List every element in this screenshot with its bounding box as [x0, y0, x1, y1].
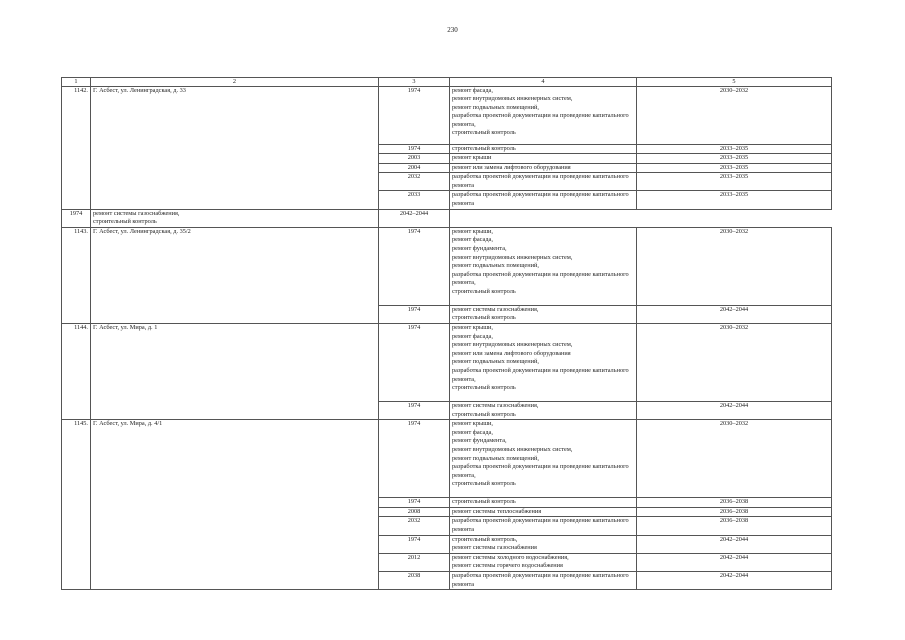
commissioning-year: 1974 [379, 402, 450, 420]
table-row [62, 420, 832, 498]
commissioning-year: 2003 [379, 154, 450, 164]
commissioning-year: 1974 [379, 498, 450, 508]
commissioning-year: 2032 [379, 173, 450, 191]
commissioning-year: 2038 [379, 571, 450, 589]
repair-works: строительный контроль [450, 498, 637, 508]
commissioning-year: 1974 [379, 144, 450, 154]
planned-period: 2030–2032 [637, 227, 832, 305]
repair-works: ремонт системы теплоснабжения [450, 507, 637, 517]
column-header-2: 2 [91, 78, 379, 87]
planned-period: 2033–2035 [637, 191, 832, 209]
commissioning-year: 2004 [379, 163, 450, 173]
planned-period: 2042–2044 [637, 535, 832, 553]
column-header-4: 4 [450, 78, 637, 87]
repair-works: строительный контроль, ремонт системы газоснабжения [450, 535, 637, 553]
column-number-row [62, 78, 832, 87]
commissioning-year: 1974 [379, 227, 450, 305]
table-row [62, 209, 832, 227]
planned-period: 2033–2035 [637, 144, 832, 154]
page-number: 230 [447, 26, 458, 34]
column-header-3: 3 [379, 78, 450, 87]
table-row [62, 86, 832, 144]
row-number: 1143. [62, 227, 91, 323]
repair-works: разработка проектной документации на проведение капитального ремонта [450, 191, 637, 209]
repair-works: ремонт системы газоснабжения, строительный контроль [91, 209, 379, 227]
commissioning-year: 1974 [379, 305, 450, 323]
planned-period: 2042–2044 [637, 571, 832, 589]
repair-works: разработка проектной документации на проведение капитального ремонта [450, 173, 637, 191]
building-address: Г. Асбест, ул. Мира, д. 1 [91, 324, 379, 420]
repair-works: ремонт системы газоснабжения, строительный контроль [450, 402, 637, 420]
planned-period: 2042–2044 [637, 553, 832, 571]
column-header-5: 5 [637, 78, 832, 87]
repair-works: ремонт крыши, ремонт фасада, ремонт фундамента, ремонт внутридомовых инженерных систем, ремонт подвальных помещений, разработка проектной документации на проведение капитального ремонта, строительный контроль [450, 420, 637, 498]
planned-period: 2033–2035 [637, 173, 832, 191]
planned-period: 2030–2032 [637, 324, 832, 402]
repair-works: ремонт или замена лифтового оборудования [450, 163, 637, 173]
commissioning-year: 2008 [379, 507, 450, 517]
row-number: 1145. [62, 420, 91, 590]
planned-period: 2036–2038 [637, 507, 832, 517]
commissioning-year: 1974 [379, 86, 450, 144]
commissioning-year: 2012 [379, 553, 450, 571]
repair-works: строительный контроль [450, 144, 637, 154]
repair-works: разработка проектной документации на проведение капитального ремонта [450, 517, 637, 535]
table-row [62, 324, 832, 402]
building-address: Г. Асбест, ул. Ленинградская, д. 35/2 [91, 227, 379, 323]
row-number: 1142. [62, 86, 91, 209]
building-address: Г. Асбест, ул. Мира, д. 4/1 [91, 420, 379, 590]
planned-period: 2036–2038 [637, 498, 832, 508]
planned-period: 2033–2035 [637, 154, 832, 164]
commissioning-year: 1974 [62, 209, 91, 227]
planned-period: 2042–2044 [637, 305, 832, 323]
row-number: 1144. [62, 324, 91, 420]
planned-period: 2042–2044 [637, 402, 832, 420]
table-body [62, 78, 832, 590]
commissioning-year: 1974 [379, 324, 450, 402]
building-address: Г. Асбест, ул. Ленинградская, д. 33 [91, 86, 379, 209]
repair-works: ремонт крыши [450, 154, 637, 164]
planned-period: 2033–2035 [637, 163, 832, 173]
column-header-1: 1 [62, 78, 91, 87]
planned-period: 2042–2044 [379, 209, 450, 227]
capital-repair-table [61, 77, 832, 590]
repair-works: ремонт фасада, ремонт внутридомовых инженерных систем, ремонт подвальных помещений, разработка проектной документации на проведение капитального ремонта, строительный контроль [450, 86, 637, 144]
commissioning-year: 1974 [379, 420, 450, 498]
planned-period: 2030–2032 [637, 420, 832, 498]
commissioning-year: 2032 [379, 517, 450, 535]
repair-works: ремонт крыши, ремонт фасада, ремонт внутридомовых инженерных систем, ремонт или замена лифтового оборудования ремонт подвальных помещений, разработка проектной документации на проведение капитального ремонта, строительный контроль [450, 324, 637, 402]
planned-period: 2030–2032 [637, 86, 832, 144]
repair-works: разработка проектной документации на проведение капитального ремонта [450, 571, 637, 589]
table-row [62, 227, 832, 305]
repair-works: ремонт системы газоснабжения, строительный контроль [450, 305, 637, 323]
commissioning-year: 1974 [379, 535, 450, 553]
repair-works: ремонт крыши, ремонт фасада, ремонт фундамента, ремонт внутридомовых инженерных систем, ремонт подвальных помещений, разработка проектной документации на проведение капитального ремонта, строительный контроль [450, 227, 637, 305]
repair-works: ремонт системы холодного водоснабжения, ремонт системы горячего водоснабжения [450, 553, 637, 571]
commissioning-year: 2033 [379, 191, 450, 209]
planned-period: 2036–2038 [637, 517, 832, 535]
